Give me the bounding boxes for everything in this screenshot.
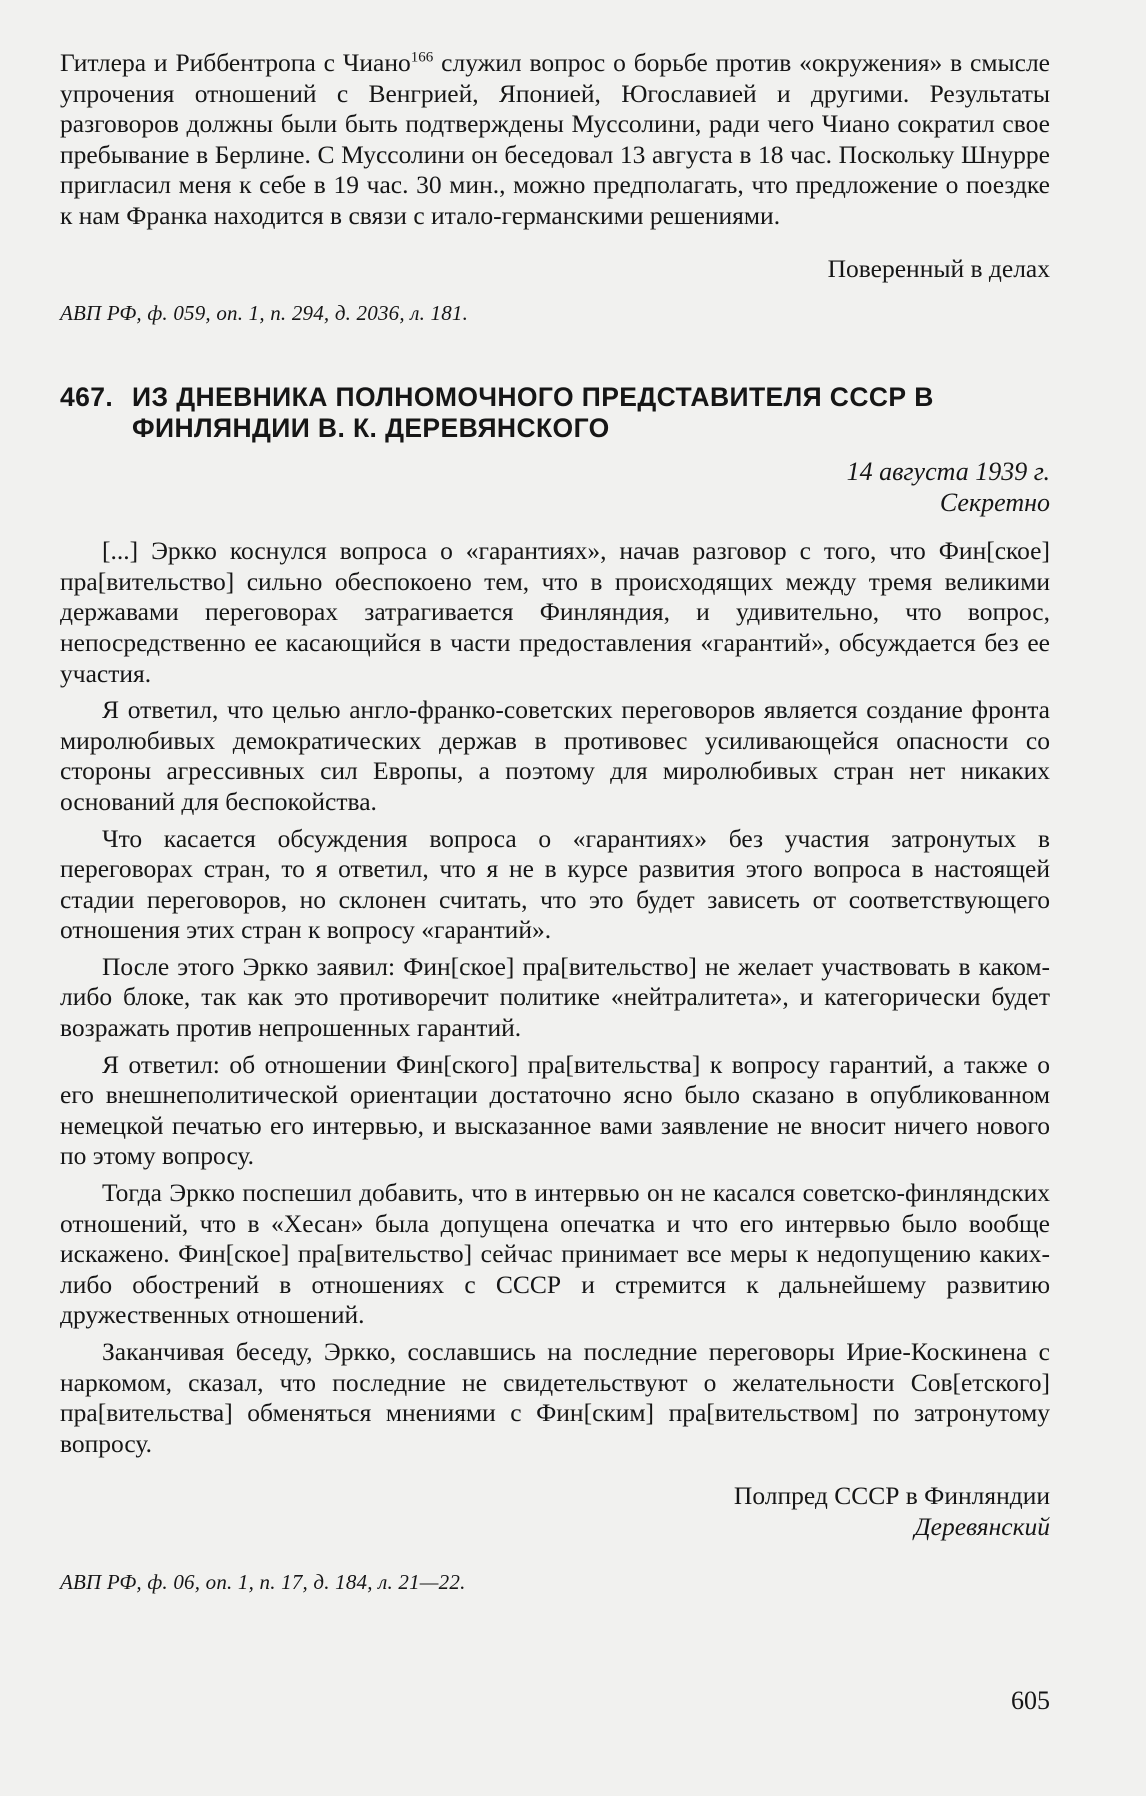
archive-reference-bottom: АВП РФ, ф. 06, оп. 1, п. 17, д. 184, л. 21—22. (60, 1569, 466, 1594)
footnote-reference: 166 (410, 49, 434, 66)
page-number: 605 (1011, 1686, 1050, 1715)
paragraph-text-start: Гитлера и Риббентропа с Чиано (60, 48, 411, 77)
signature-name: Деревянский (914, 1511, 1050, 1541)
body-paragraph: Тогда Эркко поспешил добавить, что в интервью он не касался советско-финляндских отношений, что в «Хесан» была допущена опечатка и что его интервью было вообще искажено. Фин[ское] пра[вительство] сейчас принимает все меры к недопущению каких-либо обострений в отношениях с СССР и стремится к дальнейшему развитию дружественных отношений. (60, 1178, 1050, 1330)
signature-block (60, 1481, 1050, 1542)
signature-title: Полпред СССР в Финляндии (733, 1481, 1050, 1511)
archive-reference-top: АВП РФ, ф. 059, оп. 1, п. 294, д. 2036, л. 181. (60, 301, 469, 326)
document-body (60, 536, 1050, 1459)
document-title-line2: ФИНЛЯНДИИ В. К. ДЕРЕВЯНСКОГО (132, 413, 610, 444)
body-paragraph: Я ответил: об отношении Фин[ского] пра[вительства] к вопросу гарантий, а также о его внешнеполитической ориентации достаточно ясно было сказано в опубликованном немецкой печатью его интервью, и высказанное вами заявление не вносит ничего нового по этому вопросу. (60, 1049, 1050, 1171)
continued-paragraph (60, 48, 1050, 232)
body-paragraph: После этого Эркко заявил: Фин[ское] пра[вительство] не желает участвовать в каком-либо блоке, так как это противоречит политике «нейтралитета», и категорически будет возражать против непрошенных гарантий. (60, 951, 1050, 1043)
document-classification: Секретно (939, 488, 1050, 518)
document-date: 14 августа 1939 г. (846, 457, 1050, 487)
body-paragraph: Я ответил, что целью англо-франко-советских переговоров является создание фронта миролюбивых демократических держав в противовес усиливающейся опасности со стороны агрессивных сил Европы, а поэтому для миролюбивых стран нет никаких оснований для беспокойства. (60, 695, 1050, 816)
charge-d-affaires-signature: Поверенный в делах (827, 253, 1050, 283)
document-title-line1: ИЗ ДНЕВНИКА ПОЛНОМОЧНОГО ПРЕДСТАВИТЕЛЯ СССР В (132, 382, 934, 413)
document-heading (60, 382, 1050, 444)
body-paragraph: [...] Эркко коснулся вопроса о «гарантиях», начав разговор с того, что Фин[ское] пра[вительство] сильно обеспокоено тем, что в происходящих между тремя великими державами переговорах затрагивается Финляндия, и удивительно, что вопрос, непосредственно ее касающийся в части предоставления «гарантий», обсуждается без ее участия. (60, 536, 1050, 688)
body-paragraph: Заканчивая беседу, Эркко, сославшись на последние переговоры Ирие-Коскинена с наркомом, сказал, что последние не свидетельствуют о желательности Сов[етского] пра[вительства] обменяться мнениями с Фин[ским] пра[вительством] по затронутому вопросу. (60, 1337, 1050, 1458)
paragraph-text-end: служил вопрос о борьбе против «окружения» в смысле упрочения отношений с Венгрией, Японией, Югославией и другими. Результаты разговоров должны были быть подтверждены Муссолини, ради чего Чиано сократил свое пребывание в Берлине. С Муссолини он беседовал 13 августа в 18 час. Поскольку Шнурре пригласил меня к себе в 19 час. 30 мин., можно предполагать, что предложение о поездке к нам Франка находится в связи с итало-германскими решениями. (60, 48, 1050, 230)
document-number: 467. (60, 382, 114, 413)
body-paragraph: Что касается обсуждения вопроса о «гарантиях» без участия затронутых в переговорах стран, то я ответил, что я не в курсе развития этого вопроса в настоящей стадии переговоров, но склонен считать, что это будет зависеть от соответствующего отношения этих стран к вопросу «гарантий». (60, 823, 1050, 945)
